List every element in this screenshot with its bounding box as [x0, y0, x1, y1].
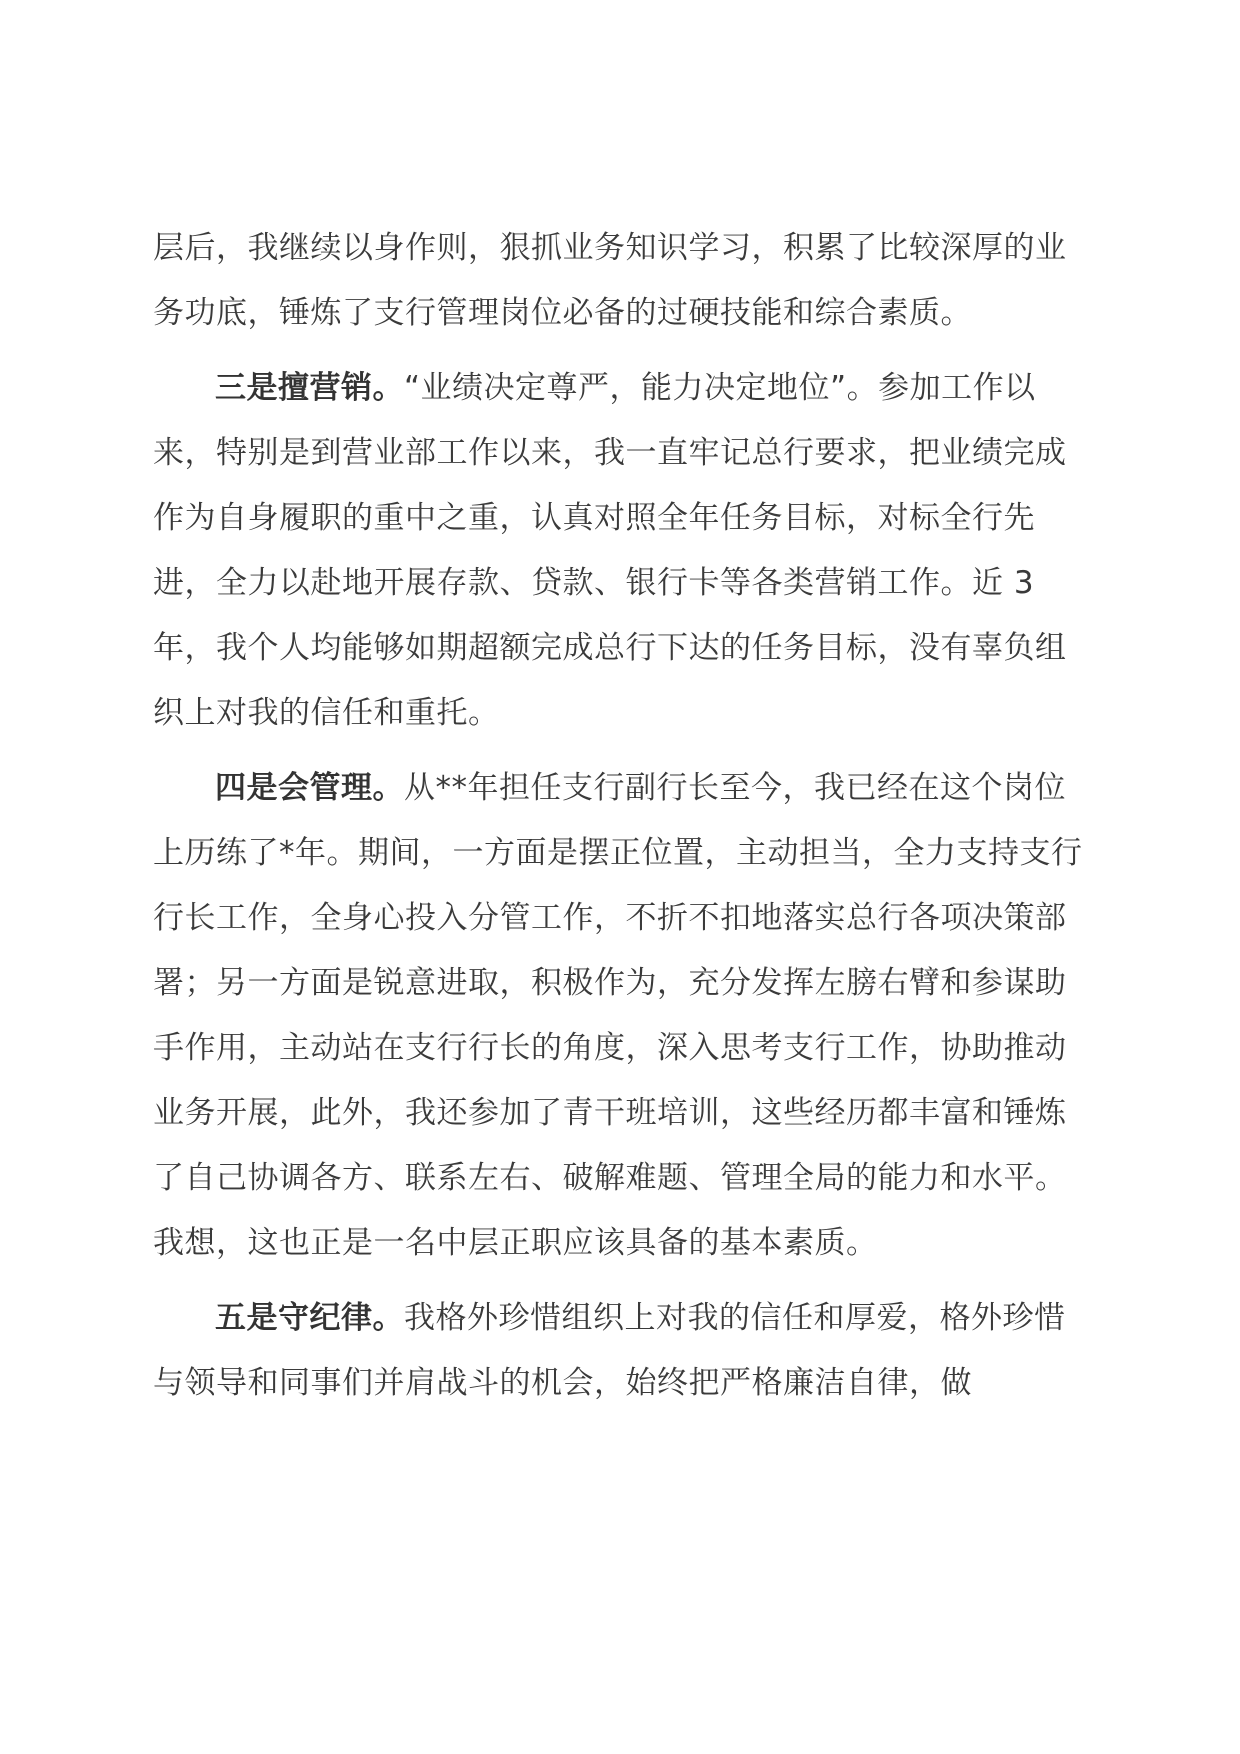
paragraph-lead: 四是会管理。: [215, 770, 404, 806]
paragraph-text: “业绩决定尊严，能力决定地位”。参加工作以来，特别是到营业部工作以来，我一直牢记总行要求，把业绩完成作为自身履职的重中之重，认真对照全年任务目标，对标全行先进，全力以赴地开展存款、贷款、银行卡等各类营销工作。近 3 年，我个人均能够如期超额完成总行下达的任务目标，没有辜负组织上对我的信任和重托。: [153, 370, 1067, 731]
paragraph-management: [153, 756, 1085, 1276]
paragraph-lead: 三是擅营销。: [215, 370, 404, 406]
document-body: [153, 216, 1085, 1416]
paragraph-marketing: [153, 356, 1085, 746]
paragraph-continuation: [153, 216, 1085, 346]
paragraph-lead: 五是守纪律。: [215, 1300, 404, 1336]
paragraph-text: 我格外珍惜组织上对我的信任和厚爱，格外珍惜与领导和同事们并肩战斗的机会，始终把严格廉洁自律，做: [153, 1300, 1066, 1401]
paragraph-discipline: [153, 1286, 1085, 1416]
paragraph-text: 层后，我继续以身作则，狠抓业务知识学习，积累了比较深厚的业务功底，锤炼了支行管理岗位必备的过硬技能和综合素质。: [153, 230, 1067, 331]
paragraph-text: 从**年担任支行副行长至今，我已经在这个岗位上历练了*年。期间，一方面是摆正位置，主动担当，全力支持支行行长工作，全身心投入分管工作，不折不扣地落实总行各项决策部署；另一方面是锐意进取，积极作为，充分发挥左膀右臂和参谋助手作用，主动站在支行行长的角度，深入思考支行工作，协助推动业务开展，此外，我还参加了青干班培训，这些经历都丰富和锤炼了自己协调各方、联系左右、破解难题、管理全局的能力和水平。我想，这也正是一名中层正职应该具备的基本素质。: [153, 770, 1083, 1261]
